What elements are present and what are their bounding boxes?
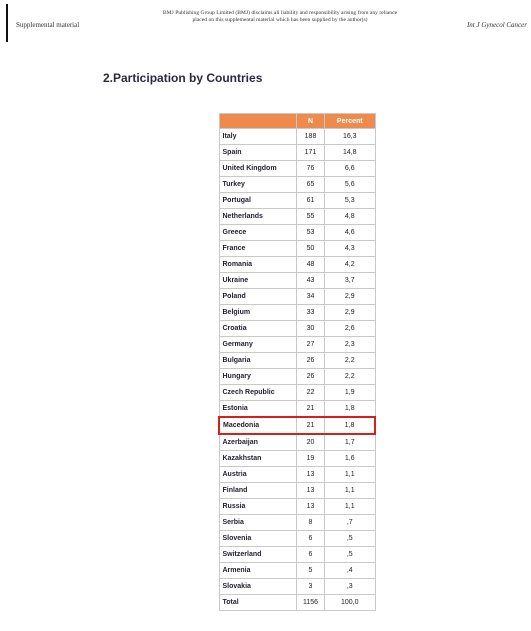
section-title: 2.Participation by Countries — [103, 71, 263, 85]
table-row — [219, 321, 375, 337]
table-row — [219, 177, 375, 193]
table-row — [219, 531, 375, 547]
header-journal: Int J Gynecol Cancer — [466, 21, 527, 29]
percent-cell: 1,8 — [325, 401, 376, 418]
n-cell: 55 — [297, 209, 325, 225]
n-cell: 22 — [297, 385, 325, 401]
table-row — [219, 595, 375, 611]
country-cell: Greece — [219, 225, 297, 241]
country-cell: Turkey — [219, 177, 297, 193]
n-cell: 50 — [297, 241, 325, 257]
percent-cell: ,5 — [325, 531, 376, 547]
table-row — [219, 579, 375, 595]
country-cell: Ukraine — [219, 273, 297, 289]
n-cell: 43 — [297, 273, 325, 289]
percent-cell: 1,1 — [325, 499, 376, 515]
table-row — [219, 225, 375, 241]
table-row — [219, 305, 375, 321]
percent-cell: 2,9 — [325, 289, 376, 305]
n-cell: 30 — [297, 321, 325, 337]
country-cell: Czech Republic — [219, 385, 297, 401]
n-cell: 26 — [297, 353, 325, 369]
n-cell: 13 — [297, 467, 325, 483]
table-row — [219, 499, 375, 515]
n-cell: 65 — [297, 177, 325, 193]
percent-cell: 2,2 — [325, 369, 376, 385]
table-row — [219, 209, 375, 225]
percent-cell: 1,8 — [325, 417, 376, 434]
table-row — [219, 273, 375, 289]
table-row — [219, 193, 375, 209]
table-row — [219, 547, 375, 563]
n-cell: 61 — [297, 193, 325, 209]
country-cell: Azerbaijan — [219, 434, 297, 451]
country-cell: Spain — [219, 145, 297, 161]
table-row — [219, 161, 375, 177]
percent-cell: 1,1 — [325, 483, 376, 499]
table-row — [219, 145, 375, 161]
percent-cell: 2,9 — [325, 305, 376, 321]
country-cell: Armenia — [219, 563, 297, 579]
percent-cell: 4,2 — [325, 257, 376, 273]
percent-cell: 4,3 — [325, 241, 376, 257]
country-cell: Hungary — [219, 369, 297, 385]
country-cell: Bulgaria — [219, 353, 297, 369]
table-row — [219, 515, 375, 531]
percent-cell: 4,8 — [325, 209, 376, 225]
n-cell: 33 — [297, 305, 325, 321]
disclaimer-line-1: BMJ Publishing Group Limited (BMJ) disclaims all liability and responsibility arising from any reliance — [162, 10, 398, 16]
country-cell: Macedonia — [219, 417, 297, 434]
country-cell: Total — [219, 595, 297, 611]
n-cell: 6 — [297, 531, 325, 547]
percent-cell: 14,8 — [325, 145, 376, 161]
n-cell: 21 — [297, 401, 325, 418]
country-cell: United Kingdom — [219, 161, 297, 177]
header-blank — [219, 114, 297, 129]
n-cell: 26 — [297, 369, 325, 385]
percent-cell: 3,7 — [325, 273, 376, 289]
n-cell: 188 — [297, 129, 325, 145]
margin-bar — [6, 4, 8, 42]
header-disclaimer — [120, 10, 440, 24]
table-row — [219, 401, 375, 418]
percent-cell: ,7 — [325, 515, 376, 531]
table-row — [219, 241, 375, 257]
percent-cell: ,3 — [325, 579, 376, 595]
n-cell: 5 — [297, 563, 325, 579]
percent-cell: 2,6 — [325, 321, 376, 337]
country-cell: Slovakia — [219, 579, 297, 595]
table-row — [219, 129, 375, 145]
n-cell: 19 — [297, 451, 325, 467]
table-row — [219, 257, 375, 273]
country-cell: Slovenia — [219, 531, 297, 547]
table-row — [219, 289, 375, 305]
table-row — [219, 451, 375, 467]
percent-cell: 1,1 — [325, 467, 376, 483]
n-cell: 13 — [297, 499, 325, 515]
country-cell: Russia — [219, 499, 297, 515]
table-body — [219, 129, 375, 611]
country-cell: Kazakhstan — [219, 451, 297, 467]
n-cell: 34 — [297, 289, 325, 305]
n-cell: 27 — [297, 337, 325, 353]
table-row — [219, 434, 375, 451]
percent-cell: 5,3 — [325, 193, 376, 209]
table-row — [219, 417, 375, 434]
header-n: N — [297, 114, 325, 129]
percent-cell: 2,2 — [325, 353, 376, 369]
country-cell: Serbia — [219, 515, 297, 531]
n-cell: 8 — [297, 515, 325, 531]
country-cell: Romania — [219, 257, 297, 273]
percent-cell: 16,3 — [325, 129, 376, 145]
percent-cell: ,5 — [325, 547, 376, 563]
table-row — [219, 483, 375, 499]
disclaimer-line-2: placed on this supplemental material which has been supplied by the author(s) — [192, 17, 368, 23]
percent-cell: 1,6 — [325, 451, 376, 467]
n-cell: 53 — [297, 225, 325, 241]
percent-cell: 1,9 — [325, 385, 376, 401]
table-row — [219, 385, 375, 401]
table-row — [219, 467, 375, 483]
n-cell: 21 — [297, 417, 325, 434]
country-cell: Germany — [219, 337, 297, 353]
country-cell: Italy — [219, 129, 297, 145]
country-cell: Croatia — [219, 321, 297, 337]
percent-cell: 4,6 — [325, 225, 376, 241]
percent-cell: 100,0 — [325, 595, 376, 611]
n-cell: 48 — [297, 257, 325, 273]
table-row — [219, 369, 375, 385]
header-percent: Percent — [325, 114, 376, 129]
n-cell: 20 — [297, 434, 325, 451]
n-cell: 3 — [297, 579, 325, 595]
n-cell: 6 — [297, 547, 325, 563]
country-cell: Portugal — [219, 193, 297, 209]
percent-cell: 6,6 — [325, 161, 376, 177]
country-cell: Switzerland — [219, 547, 297, 563]
percent-cell: 1,7 — [325, 434, 376, 451]
country-cell: Finland — [219, 483, 297, 499]
country-cell: Belgium — [219, 305, 297, 321]
table-header-row — [219, 114, 375, 129]
country-cell: Poland — [219, 289, 297, 305]
percent-cell: 5,6 — [325, 177, 376, 193]
n-cell: 1156 — [297, 595, 325, 611]
percent-cell: ,4 — [325, 563, 376, 579]
table-row — [219, 337, 375, 353]
participation-table — [218, 113, 376, 611]
country-cell: Austria — [219, 467, 297, 483]
n-cell: 171 — [297, 145, 325, 161]
country-cell: France — [219, 241, 297, 257]
n-cell: 13 — [297, 483, 325, 499]
country-cell: Estonia — [219, 401, 297, 418]
country-cell: Netherlands — [219, 209, 297, 225]
percent-cell: 2,3 — [325, 337, 376, 353]
n-cell: 76 — [297, 161, 325, 177]
table-row — [219, 563, 375, 579]
header-left: Supplemental material — [16, 21, 80, 29]
table-row — [219, 353, 375, 369]
